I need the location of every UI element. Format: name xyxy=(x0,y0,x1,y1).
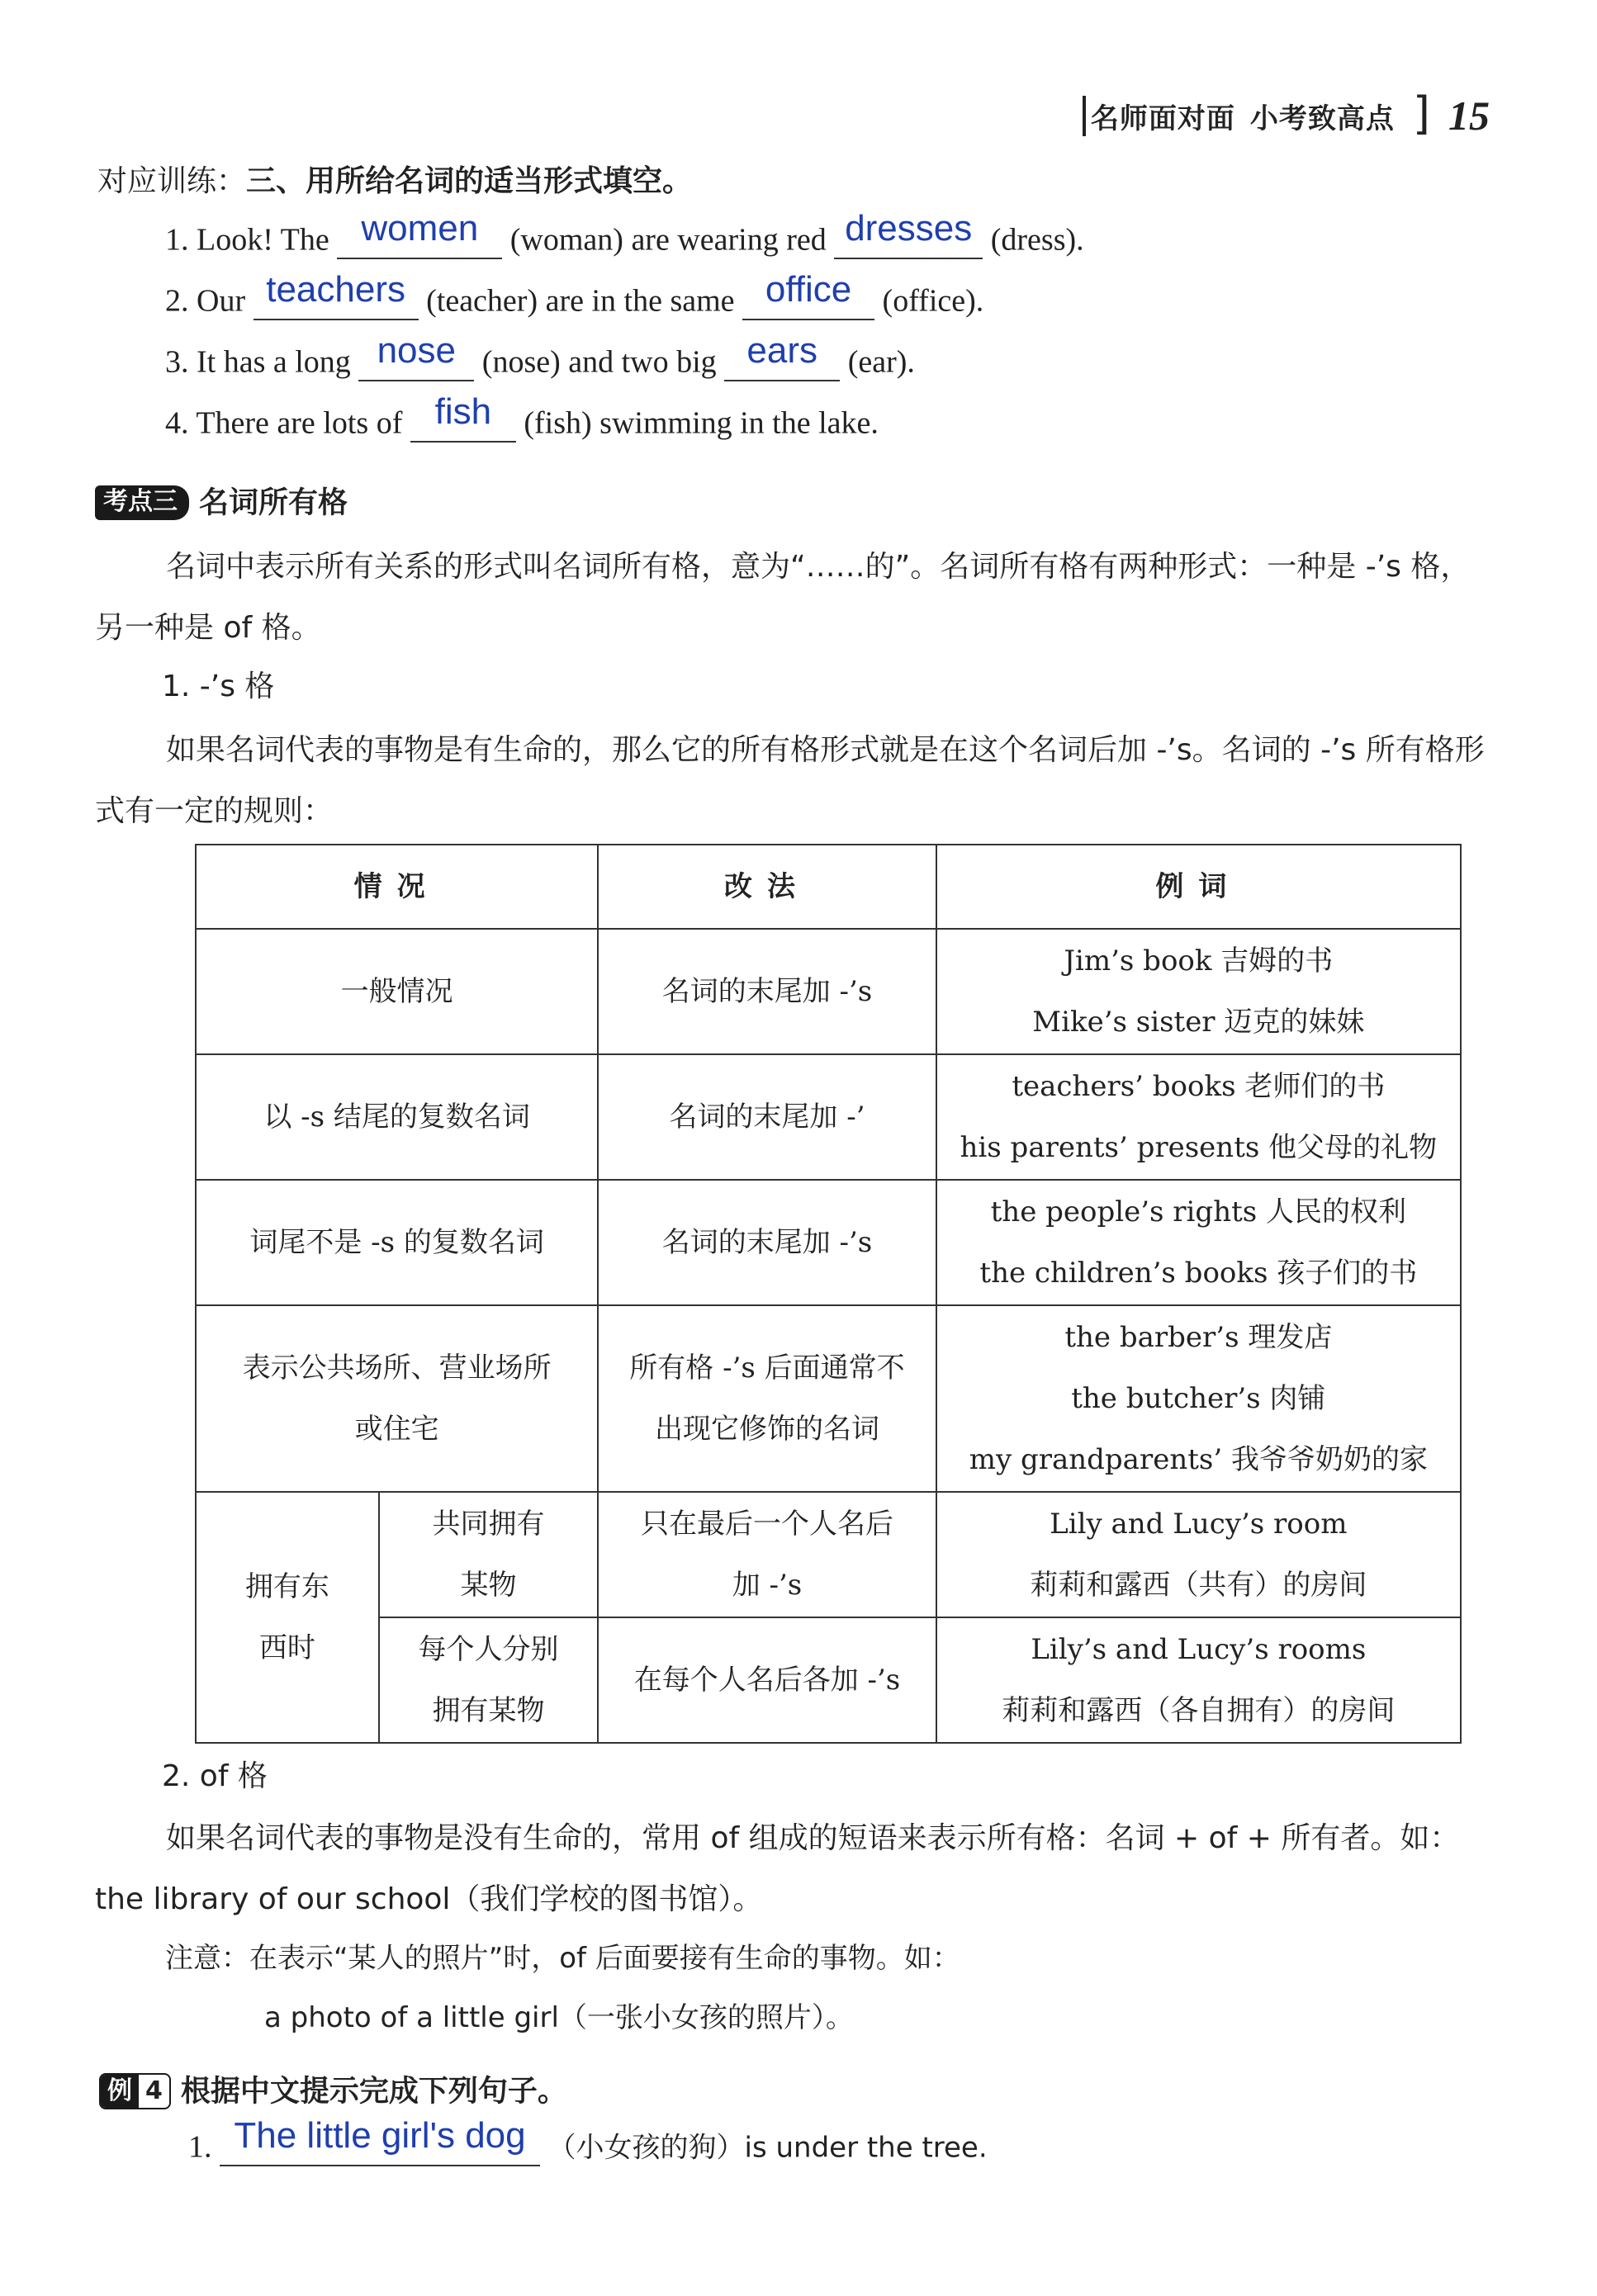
example-tag-label: 例 xyxy=(101,2075,139,2108)
group-label-line: 拥有东 xyxy=(244,1570,329,1603)
table-row xyxy=(196,1305,1461,1492)
group-label-line: 西时 xyxy=(258,1631,315,1664)
rule-line: 出现它修饰的名词 xyxy=(654,1413,879,1446)
item-text: (dress). xyxy=(990,222,1084,258)
answer-blank[interactable] xyxy=(358,330,474,381)
answer-blank[interactable] xyxy=(337,208,502,259)
case-cell: 一般情况 xyxy=(196,929,598,1054)
s-case-explanation xyxy=(95,720,1499,842)
practice-item-4 xyxy=(165,391,879,443)
sub-case-cell xyxy=(379,1617,599,1743)
page-number: 15 xyxy=(1448,92,1490,139)
table-row xyxy=(196,1492,1461,1617)
item-text: 3. It has a long xyxy=(165,344,351,380)
example-cell xyxy=(936,1617,1461,1743)
answer-blank[interactable] xyxy=(254,269,419,320)
rule-line: 所有格 -’s 后面通常不 xyxy=(629,1352,905,1385)
example-line: Lily’s and Lucy’s rooms xyxy=(1031,1633,1367,1666)
header-example: 例词 xyxy=(936,845,1461,929)
answer-text: office xyxy=(765,269,852,310)
example-cell xyxy=(936,1492,1461,1617)
answer-text: ears xyxy=(746,330,817,372)
rule-line: 只在最后一个人名后 xyxy=(640,1508,893,1541)
practice-heading xyxy=(97,163,692,199)
item-text: (office). xyxy=(882,283,984,319)
practice-instruction: 三、用所给名词的适当形式填空。 xyxy=(246,164,693,198)
table-row xyxy=(196,929,1461,1054)
practice-item-1 xyxy=(165,208,1084,259)
answer-text: fish xyxy=(434,391,492,433)
section-tag: 考点三 xyxy=(95,485,189,520)
rule-cell xyxy=(598,1305,936,1492)
section-intro xyxy=(95,537,1499,659)
sub-case-line: 某物 xyxy=(460,1569,517,1602)
example-line: the barber’s 理发店 xyxy=(1064,1321,1333,1354)
practice-title: 对应训练： xyxy=(97,164,247,198)
answer-blank[interactable] xyxy=(742,269,874,320)
item-text: (woman) are wearing red xyxy=(509,222,827,258)
brand-title xyxy=(1083,96,1395,136)
practice-item-3 xyxy=(165,330,915,381)
note-example: a photo of a little girl（一张小女孩的照片）。 xyxy=(264,2001,854,2034)
of-case-text: 如果名词代表的事物是没有生命的，常用 of 组成的短语来表示所有格：名词 + of + 所有者。如：the library of our school（我们学校的图书馆）。 xyxy=(95,1821,1460,1916)
example-line: the butcher’s 肉铺 xyxy=(1071,1382,1326,1415)
note-line: 注意：在表示“某人的照片”时，of 后面要接有生命的事物。如： xyxy=(165,1942,960,1975)
item-text: (ear). xyxy=(847,344,915,380)
sub-case-line: 共同拥有 xyxy=(432,1508,545,1541)
group-label-cell xyxy=(196,1492,379,1743)
example-instruction: 根据中文提示完成下列句子。 xyxy=(180,2074,567,2109)
answer-text: teachers xyxy=(266,269,405,310)
table-row xyxy=(196,1054,1461,1180)
example-tag xyxy=(99,2073,171,2109)
example-heading xyxy=(99,2071,567,2109)
practice-item-2 xyxy=(165,269,984,320)
case-line: 表示公共场所、营业场所 xyxy=(242,1352,552,1385)
example-question-1 xyxy=(188,2115,988,2166)
case-cell: 词尾不是 -s 的复数名词 xyxy=(196,1180,598,1305)
case-line: 或住宅 xyxy=(354,1413,439,1446)
example-line: my grandparents’ 我爷爷奶奶的家 xyxy=(969,1443,1428,1476)
example-cell xyxy=(936,1180,1461,1305)
page-header xyxy=(1083,88,1490,140)
brand-right: 小考致高点 xyxy=(1249,102,1395,135)
example-line: teachers’ books 老师们的书 xyxy=(1012,1070,1386,1103)
answer-blank[interactable] xyxy=(410,391,516,443)
table-row xyxy=(196,1180,1461,1305)
brand-left: 名师面对面 xyxy=(1090,102,1235,135)
answer-text: The little girl's dog xyxy=(234,2115,526,2156)
example-line: the children’s books 孩子们的书 xyxy=(979,1257,1418,1290)
possessive-rules-table xyxy=(195,844,1462,1744)
header-case: 情况 xyxy=(196,845,598,929)
item-text: 1. Look! The xyxy=(165,222,329,258)
answer-text: women xyxy=(361,208,479,249)
answer-text: dresses xyxy=(845,208,973,249)
rule-cell: 在每个人名后各加 -’s xyxy=(598,1617,936,1743)
example-cell xyxy=(936,929,1461,1054)
of-case-explanation xyxy=(95,1808,1499,1930)
sub-case-line: 每个人分别 xyxy=(418,1633,559,1666)
example-line: 莉莉和露西（共有）的房间 xyxy=(1030,1569,1367,1602)
rule-cell: 名词的末尾加 -’s xyxy=(598,929,936,1054)
header-rule: 改法 xyxy=(598,845,936,929)
example-line: 莉莉和露西（各自拥有）的房间 xyxy=(1002,1694,1396,1727)
sub-case-cell xyxy=(379,1492,599,1617)
item-text: (teacher) are in the same xyxy=(426,283,735,319)
subheading-s-case: 1. -’s 格 xyxy=(162,670,275,703)
section-heading xyxy=(95,482,348,521)
item-text: (fish) swimming in the lake. xyxy=(524,405,879,441)
example-tag-number: 4 xyxy=(145,2076,163,2106)
answer-blank[interactable] xyxy=(724,330,840,381)
example-line: the people’s rights 人民的权利 xyxy=(990,1195,1407,1228)
rule-cell: 名词的末尾加 -’ xyxy=(598,1054,936,1180)
example-line: Jim’s book 吉姆的书 xyxy=(1064,944,1334,978)
item-text: 2. Our xyxy=(165,283,246,319)
s-case-text: 如果名词代表的事物是有生命的，那么它的所有格形式就是在这个名词后加 -’s。名词的 -’s 所有格形式有一定的规则： xyxy=(95,733,1485,828)
example-line: his parents’ presents 他父母的礼物 xyxy=(960,1131,1438,1164)
case-cell: 以 -s 结尾的复数名词 xyxy=(196,1054,598,1180)
table-row xyxy=(196,1617,1461,1743)
question-text: （小女孩的狗）is under the tree. xyxy=(547,2131,988,2165)
subheading-of-case: 2. of 格 xyxy=(162,1759,268,1793)
section-title: 名词所有格 xyxy=(199,485,348,520)
example-cell xyxy=(936,1305,1461,1492)
item-text: 4. There are lots of xyxy=(165,405,403,441)
example-cell xyxy=(936,1054,1461,1180)
answer-blank[interactable] xyxy=(834,208,983,259)
answer-text: nose xyxy=(377,330,456,372)
rule-cell xyxy=(598,1492,936,1617)
case-cell xyxy=(196,1305,598,1492)
question-number: 1. xyxy=(188,2129,212,2165)
sub-case-line: 拥有某物 xyxy=(432,1694,545,1727)
rule-cell: 名词的末尾加 -’s xyxy=(598,1180,936,1305)
item-text: (nose) and two big xyxy=(481,344,717,380)
answer-blank[interactable] xyxy=(220,2115,540,2166)
table-header-row xyxy=(196,845,1461,929)
rule-line: 加 -’s xyxy=(732,1569,803,1602)
bracket-icon: ] xyxy=(1412,88,1430,140)
intro-text: 名词中表示所有关系的形式叫名词所有格，意为“……的”。名词所有格有两种形式：一种是 -’s 格，另一种是 of 格。 xyxy=(95,550,1471,645)
example-line: Mike’s sister 迈克的妹妹 xyxy=(1032,1006,1365,1039)
example-line: Lily and Lucy’s room xyxy=(1050,1508,1348,1541)
